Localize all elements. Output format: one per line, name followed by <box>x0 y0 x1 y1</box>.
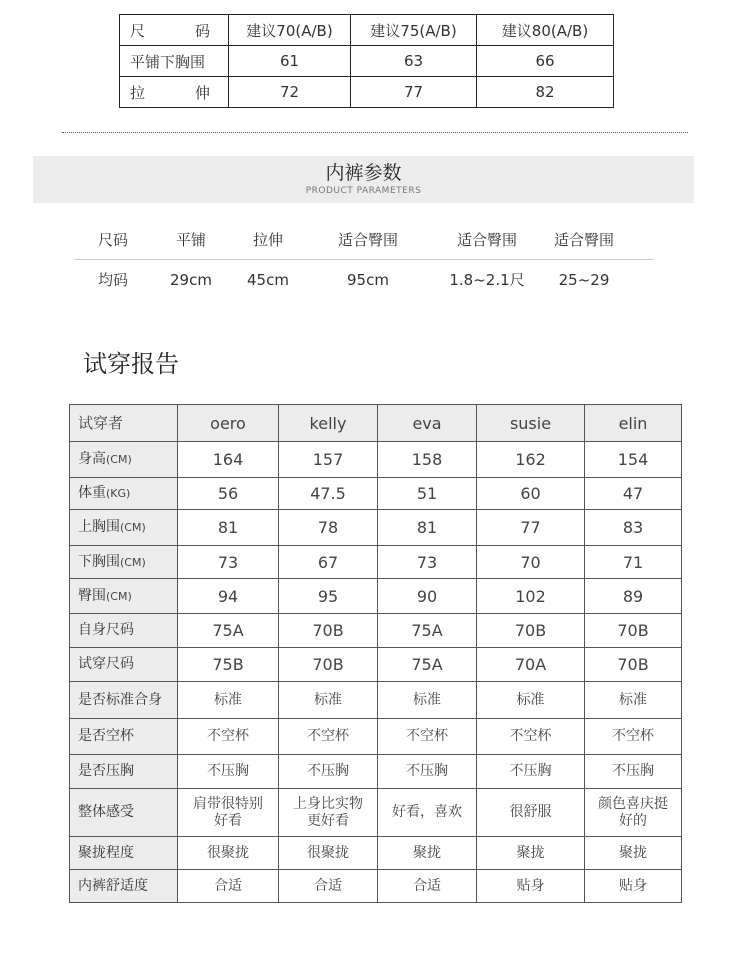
bra-size-row-stretch <box>120 77 614 108</box>
bra-size-cell: 82 <box>477 77 614 108</box>
tryon-row-unit: (CM) <box>106 589 132 603</box>
tryon-cell: 81 <box>178 510 279 546</box>
bra-size-row-label: 平铺下胸围 <box>120 46 229 77</box>
section-title: 内裤参数 <box>325 162 402 184</box>
tryon-cell: 77 <box>477 510 585 546</box>
tester-name: kelly <box>279 405 378 442</box>
tryon-row-label <box>70 719 178 755</box>
tryon-cell: 157 <box>279 442 378 478</box>
panty-params-header: 适合臀围 <box>553 231 614 249</box>
tryon-report-title: 试穿报告 <box>83 350 179 378</box>
tryon-cell: 71 <box>585 546 682 579</box>
panty-params-value: 均码 <box>97 271 128 289</box>
tryon-cell: 合适 <box>178 870 279 903</box>
panty-params-header: 适合臀围 <box>456 231 517 249</box>
tryon-cell: 75A <box>378 614 477 648</box>
tryon-cell: 51 <box>378 478 477 510</box>
bra-size-cell: 61 <box>229 46 351 77</box>
tryon-cell: 158 <box>378 442 477 478</box>
tryon-cell: 很聚拢 <box>178 837 279 870</box>
tryon-cell: 好看，喜欢 <box>378 789 477 837</box>
tryon-cell: 合适 <box>378 870 477 903</box>
tryon-cell: 164 <box>178 442 279 478</box>
tryon-row-label-text: 身高 <box>78 451 106 467</box>
tryon-cell: 90 <box>378 579 477 614</box>
bra-size-col-75: 建议75(A/B) <box>351 15 477 46</box>
tryon-row <box>70 870 682 903</box>
tryon-cell: 70B <box>279 614 378 648</box>
tryon-row <box>70 614 682 648</box>
tryon-cell: 154 <box>585 442 682 478</box>
panty-params-value: 29cm <box>170 271 212 289</box>
tryon-cell: 上身比实物更好看 <box>279 789 378 837</box>
tryon-row-label <box>70 837 178 870</box>
tryon-cell: 89 <box>585 579 682 614</box>
tryon-cell: 贴身 <box>477 870 585 903</box>
tryon-cell: 合适 <box>279 870 378 903</box>
tryon-row-label-text: 是否空杯 <box>78 728 134 744</box>
tryon-cell: 70B <box>585 648 682 682</box>
tryon-row <box>70 442 682 478</box>
tryon-row-unit: (CM) <box>120 555 146 569</box>
tryon-cell: 聚拢 <box>477 837 585 870</box>
tryon-cell: 标准 <box>378 682 477 719</box>
bra-size-col-80: 建议80(A/B) <box>477 15 614 46</box>
tryon-header-label: 试穿者 <box>70 405 178 442</box>
tryon-row-label-text: 下胸围 <box>78 553 120 570</box>
tester-name: oero <box>178 405 279 442</box>
tryon-cell: 70B <box>279 648 378 682</box>
panty-params-value: 45cm <box>247 271 289 289</box>
tryon-cell: 70A <box>477 648 585 682</box>
tryon-cell: 很聚拢 <box>279 837 378 870</box>
tryon-row <box>70 648 682 682</box>
tryon-cell: 70B <box>477 614 585 648</box>
tryon-cell: 聚拢 <box>585 837 682 870</box>
tryon-row-label <box>70 682 178 719</box>
tryon-cell: 56 <box>178 478 279 510</box>
tryon-row <box>70 719 682 755</box>
tryon-cell: 94 <box>178 579 279 614</box>
panty-params-header: 尺码 <box>97 231 128 249</box>
tryon-row-label-text: 聚拢程度 <box>78 844 134 861</box>
tryon-row <box>70 546 682 579</box>
bra-size-cell: 66 <box>477 46 614 77</box>
tryon-cell: 102 <box>477 579 585 614</box>
tryon-cell: 颜色喜庆挺好的 <box>585 789 682 837</box>
tryon-cell: 标准 <box>178 682 279 719</box>
tryon-cell: 75B <box>178 648 279 682</box>
tryon-cell: 聚拢 <box>378 837 477 870</box>
tryon-row-label-text: 内裤舒适度 <box>78 877 148 894</box>
panty-params-value: 1.8~2.1尺 <box>449 271 525 289</box>
section-banner <box>33 156 694 203</box>
tryon-row-label-text: 臀围 <box>78 587 106 604</box>
bra-size-row-underbust <box>120 46 614 77</box>
tryon-cell: 162 <box>477 442 585 478</box>
tryon-row-label <box>70 648 178 682</box>
tryon-cell: 73 <box>178 546 279 579</box>
tryon-cell: 不空杯 <box>378 719 477 755</box>
tryon-row-label <box>70 478 178 510</box>
bra-size-cell: 72 <box>229 77 351 108</box>
tryon-cell: 贴身 <box>585 870 682 903</box>
tryon-cell: 75A <box>178 614 279 648</box>
tryon-row-label-text: 是否压胸 <box>78 763 134 779</box>
tryon-cell: 标准 <box>477 682 585 719</box>
tryon-row-label-text: 是否标准合身 <box>78 691 162 708</box>
tryon-row <box>70 789 682 837</box>
bra-size-col-70: 建议70(A/B) <box>229 15 351 46</box>
tryon-row-unit: (CM) <box>106 453 132 466</box>
tryon-cell: 不空杯 <box>585 719 682 755</box>
tester-name: elin <box>585 405 682 442</box>
panty-params-divider <box>74 259 654 260</box>
tryon-row-unit: (KG) <box>106 487 131 500</box>
tryon-row-label-text: 整体感受 <box>78 804 134 820</box>
tryon-row-label <box>70 755 178 789</box>
bra-size-header-label: 尺码 <box>120 15 229 46</box>
section-subtitle: PRODUCT PARAMETERS <box>305 186 422 196</box>
tryon-cell: 81 <box>378 510 477 546</box>
tryon-row-label-text: 自身尺码 <box>78 622 134 638</box>
tryon-cell: 不空杯 <box>279 719 378 755</box>
tryon-row <box>70 682 682 719</box>
bra-size-cell: 63 <box>351 46 477 77</box>
dotted-divider <box>62 132 688 133</box>
tryon-row <box>70 755 682 789</box>
panty-params-value: 95cm <box>347 271 389 289</box>
tryon-report-table <box>69 404 682 903</box>
tryon-row-label <box>70 579 178 614</box>
panty-params-value: 25~29 <box>558 271 610 289</box>
tryon-row <box>70 478 682 510</box>
tryon-cell: 75A <box>378 648 477 682</box>
tryon-cell: 70B <box>585 614 682 648</box>
bra-size-cell: 77 <box>351 77 477 108</box>
panty-params-header: 拉伸 <box>252 231 283 249</box>
tryon-cell: 70 <box>477 546 585 579</box>
tryon-cell: 47 <box>585 478 682 510</box>
tryon-row-label-text: 体重 <box>78 485 106 501</box>
tryon-cell: 73 <box>378 546 477 579</box>
panty-params-table <box>74 222 654 302</box>
tryon-row-label-text: 试穿尺码 <box>78 656 134 672</box>
tester-name: susie <box>477 405 585 442</box>
tryon-row-label <box>70 546 178 579</box>
tryon-row <box>70 837 682 870</box>
tryon-cell: 肩带很特别好看 <box>178 789 279 837</box>
panty-params-value-row <box>74 262 654 298</box>
tryon-row-label <box>70 614 178 648</box>
panty-params-header-row <box>74 222 654 258</box>
tryon-row-unit: (CM) <box>120 521 146 534</box>
tryon-cell: 47.5 <box>279 478 378 510</box>
tryon-cell: 不空杯 <box>178 719 279 755</box>
tryon-row-label-text: 上胸围 <box>78 519 120 535</box>
tester-name: eva <box>378 405 477 442</box>
tryon-row <box>70 510 682 546</box>
bra-size-header-row <box>120 15 614 46</box>
tryon-cell: 不空杯 <box>477 719 585 755</box>
tryon-row-label <box>70 789 178 837</box>
tryon-cell: 不压胸 <box>477 755 585 789</box>
tryon-header-row <box>70 405 682 442</box>
tryon-cell: 很舒服 <box>477 789 585 837</box>
tryon-cell: 不压胸 <box>585 755 682 789</box>
tryon-row-label <box>70 870 178 903</box>
tryon-row <box>70 579 682 614</box>
tryon-cell: 78 <box>279 510 378 546</box>
panty-params-header: 适合臀围 <box>337 231 398 249</box>
tryon-cell: 标准 <box>279 682 378 719</box>
bra-size-table <box>119 14 614 108</box>
tryon-cell: 不压胸 <box>178 755 279 789</box>
tryon-cell: 95 <box>279 579 378 614</box>
bra-size-row-label: 拉伸 <box>120 77 229 108</box>
panty-params-header: 平铺 <box>175 231 206 249</box>
tryon-cell: 60 <box>477 478 585 510</box>
tryon-row-label <box>70 510 178 546</box>
tryon-cell: 标准 <box>585 682 682 719</box>
tryon-cell: 不压胸 <box>279 755 378 789</box>
tryon-row-label <box>70 442 178 478</box>
tryon-cell: 67 <box>279 546 378 579</box>
tryon-cell: 不压胸 <box>378 755 477 789</box>
tryon-cell: 83 <box>585 510 682 546</box>
